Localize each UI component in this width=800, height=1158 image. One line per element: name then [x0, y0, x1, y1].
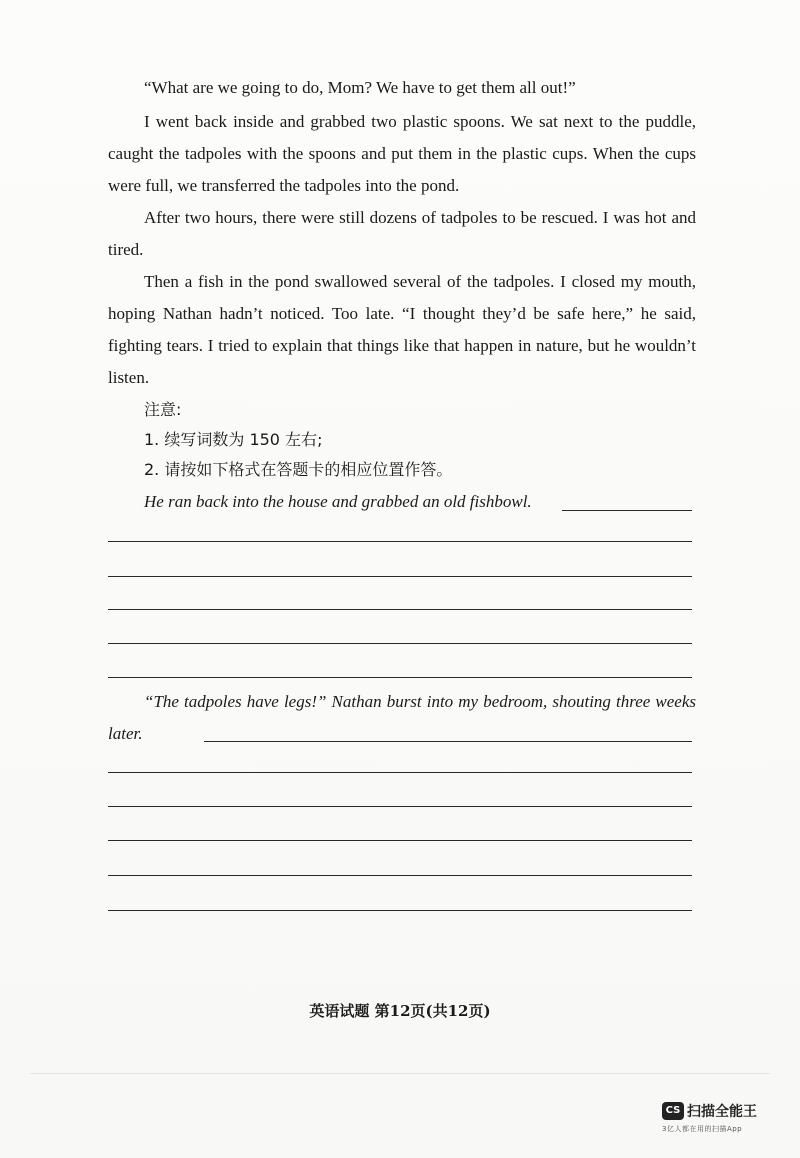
notes-item-1: 1. 续写词数为 150 左右; [144, 430, 323, 449]
scan-divider [30, 1073, 770, 1074]
writing-line[interactable] [108, 677, 692, 678]
story-paragraph-3: After two hours, there were still dozens of tadpoles to be rescued. I was hot and tired. [108, 208, 696, 259]
watermark-name: 扫描全能王 [687, 1103, 757, 1120]
writing-line[interactable] [108, 643, 692, 644]
watermark-tagline: 3亿人都在用的扫描App [662, 1124, 743, 1133]
writing-line[interactable] [108, 541, 692, 542]
writing-line[interactable] [108, 840, 692, 841]
scanner-watermark [662, 1100, 772, 1134]
notes-item-2: 2. 请按如下格式在答题卡的相应位置作答。 [144, 460, 453, 479]
writing-line[interactable] [108, 609, 692, 610]
story-paragraph-1: “What are we going to do, Mom? We have to get them all out!” [144, 78, 576, 97]
page-footer: 英语试题 第12页(共12页) [309, 1002, 491, 1020]
story-paragraph-4: Then a fish in the pond swallowed several of the tadpoles. I closed my mouth, hoping Nathan hadn’t noticed. Too late. “I thought they’d be safe here,” he said, fighting tears. I tried to explain that things like that happen in nature, but he wouldn’t listen. [108, 272, 696, 387]
continuation-prompt-2: “The tadpoles have legs!” Nathan burst into my bedroom, shouting three weeks later. [108, 692, 696, 743]
writing-line[interactable] [204, 741, 692, 742]
writing-line[interactable] [562, 510, 692, 511]
camscanner-logo-icon: CS [662, 1102, 684, 1120]
writing-line[interactable] [108, 806, 692, 807]
story-paragraph-2: I went back inside and grabbed two plastic spoons. We sat next to the puddle, caught the tadpoles with the spoons and put them in the plastic cups. When the cups were full, we transferred the tadpoles into the pond. [108, 112, 696, 195]
writing-line[interactable] [108, 576, 692, 577]
writing-line[interactable] [108, 875, 692, 876]
writing-line[interactable] [108, 910, 692, 911]
writing-line[interactable] [108, 772, 692, 773]
notes-heading: 注意: [144, 400, 182, 419]
continuation-prompt-1: He ran back into the house and grabbed an old fishbowl. [144, 492, 532, 511]
